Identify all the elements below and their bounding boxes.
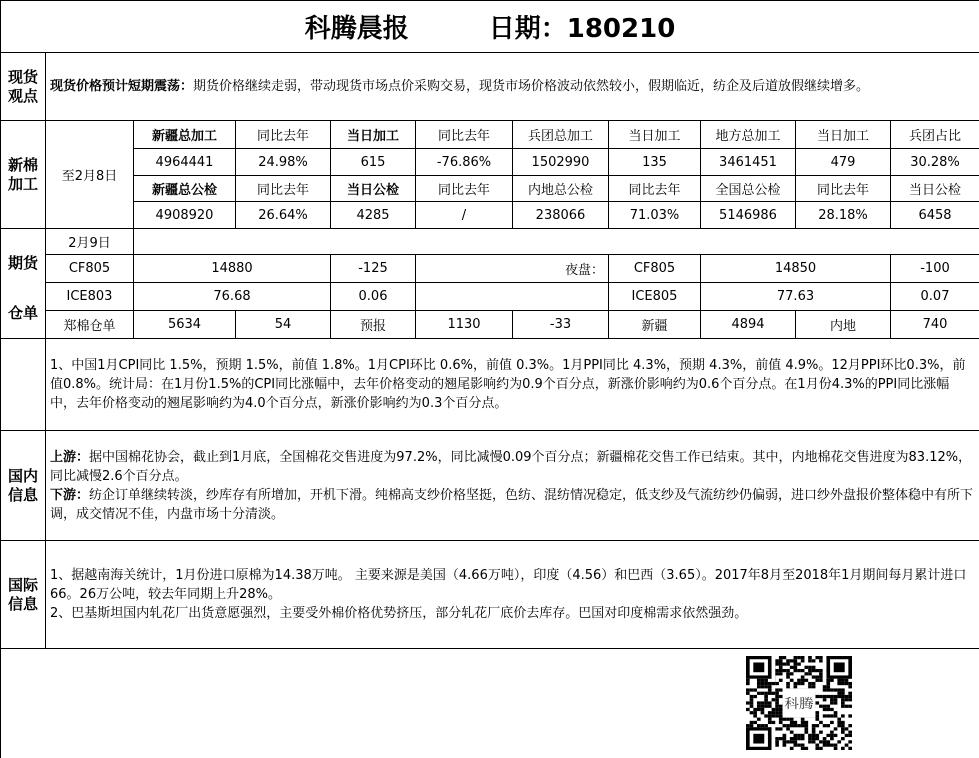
report-date	[489, 8, 676, 45]
processing-value: 479	[796, 149, 891, 176]
processing-header: 同比去年	[796, 176, 891, 202]
processing-header: 兵团占比	[891, 121, 979, 149]
warehouse-cell: 预报	[331, 311, 416, 339]
processing-header: 当日加工	[609, 121, 701, 149]
processing-header: 新疆总加工	[134, 121, 236, 149]
section-label-international: 国际信息	[1, 541, 46, 649]
processing-value: 615	[331, 149, 416, 176]
processing-value: 24.98%	[236, 149, 331, 176]
processing-header: 同比去年	[416, 176, 513, 202]
processing-value: 30.28%	[891, 149, 979, 176]
warehouse-cell: 54	[236, 311, 331, 339]
spot-heading: 现货价格预计短期震荡：	[50, 79, 194, 94]
processing-header: 兵团总加工	[513, 121, 609, 149]
processing-value: 135	[609, 149, 701, 176]
warehouse-cell: 740	[891, 311, 979, 339]
processing-header: 当日加工	[331, 121, 416, 149]
night-session-label: 夜盘：	[416, 255, 609, 283]
futures-blank	[134, 229, 979, 255]
upstream-text: 据中国棉花协会，截止到1月底，全国棉花交售进度为97.2%，同比减慢0.09个百分点；新疆棉花交售工作已结束。其中，内地棉花交售进度为83.12%，同比减慢2.6个百分点。	[50, 449, 972, 484]
processing-header: 新疆总公检	[134, 176, 236, 202]
processing-header: 全国总公检	[701, 176, 796, 202]
processing-value: 3461451	[701, 149, 796, 176]
warehouse-label: 仓单	[7, 303, 38, 322]
processing-value: 238066	[513, 202, 609, 229]
processing-period: 至2月8日	[46, 121, 134, 229]
section-label-spot: 现货观点	[1, 53, 46, 121]
night-price: 77.63	[701, 283, 891, 311]
processing-header: 当日公检	[331, 176, 416, 202]
warehouse-cell: 4894	[701, 311, 796, 339]
processing-header: 地方总加工	[701, 121, 796, 149]
processing-value: /	[416, 202, 513, 229]
warehouse-cell: 5634	[134, 311, 236, 339]
spot-view	[46, 53, 979, 121]
night-price: 14850	[701, 255, 891, 283]
night-contract: ICE805	[609, 283, 701, 311]
processing-value: 71.03%	[609, 202, 701, 229]
processing-value: 6458	[891, 202, 979, 229]
processing-header: 当日公检	[891, 176, 979, 202]
international-news	[46, 541, 979, 649]
processing-header: 内地总公检	[513, 176, 609, 202]
futures-date: 2月9日	[46, 229, 134, 255]
processing-header: 当日加工	[796, 121, 891, 149]
processing-value: -76.86%	[416, 149, 513, 176]
spot-text: 期货价格继续走弱，带动现货市场点价采购交易，现货市场价格波动依然较小，假期临近，纺企及后道放假继续增多。	[193, 79, 870, 94]
processing-value: 28.18%	[796, 202, 891, 229]
night-change: -100	[891, 255, 979, 283]
qr-code-icon	[746, 656, 852, 750]
processing-value: 4285	[331, 202, 416, 229]
international-line: 2、巴基斯坦国内轧花厂出货意愿强烈，主要受外棉价格优势挤压，部分轧花厂底价去库存。巴国对印度棉需求依然强劲。	[50, 606, 748, 621]
macro-line: 1、中国1月CPI同比 1.5%，预期 1.5%，前值 1.8%。1月CPI环比 0.6%，前值 0.3%。1月PPI同比 4.3%，预期 4.3%，前值 4.9%。12月PPI环比0.3%，前值0.8%。统计局：在1月份1.5%的CPI同比涨幅中，去年价格变动的翘尾影响约为0.9个百分点，新涨价影响约为0.6个百分点。在1月份4.3%的PPI同比涨幅中，去年价格变动的翘尾影响约为4.0个百分点，新涨价影响约为0.3个百分点。	[50, 358, 966, 411]
upstream-heading: 上游：	[50, 449, 90, 465]
section-label-domestic: 国内信息	[1, 431, 46, 541]
warehouse-cell: 1130	[416, 311, 513, 339]
section-label-macro	[1, 339, 46, 431]
processing-header: 同比去年	[609, 176, 701, 202]
futures-contract: CF805	[46, 255, 134, 283]
section-label-processing: 新棉加工	[1, 121, 46, 229]
processing-value: 4908920	[134, 202, 236, 229]
processing-header: 同比去年	[236, 176, 331, 202]
processing-header: 同比去年	[416, 121, 513, 149]
futures-contract: ICE803	[46, 283, 134, 311]
macro-news	[46, 339, 979, 431]
processing-header: 同比去年	[236, 121, 331, 149]
futures-label: 期货	[7, 254, 38, 273]
section-label-futures-warehouse	[1, 229, 46, 339]
international-line: 1、据越南海关统计，1月份进口原棉为14.38万吨。 主要来源是美国（4.66万吨），印度（4.56）和巴西（3.65）。2017年8月至2018年1月期间每月累计进口66。26万公吨，较去年同期上升28%。	[50, 568, 967, 602]
futures-price: 14880	[134, 255, 331, 283]
night-contract: CF805	[609, 255, 701, 283]
warehouse-cell: 内地	[796, 311, 891, 339]
processing-value: 26.64%	[236, 202, 331, 229]
futures-change: -125	[331, 255, 416, 283]
warehouse-cell: 新疆	[609, 311, 701, 339]
date-value: 180210	[566, 14, 676, 44]
warehouse-cell: -33	[513, 311, 609, 339]
futures-change: 0.06	[331, 283, 416, 311]
night-session-label	[416, 283, 609, 311]
downstream-text: 纺企订单继续转淡，纱库存有所增加，开机下滑。纯棉高支纱价格坚挺，色纺、混纺情况稳定，低支纱及气流纺纱仍偏弱，进口纱外盘报价整体稳中有所下调，成交情况不佳，内盘市场十分清淡。	[50, 487, 974, 522]
futures-price: 76.68	[134, 283, 331, 311]
domestic-news	[46, 431, 979, 541]
processing-value: 5146986	[701, 202, 796, 229]
night-change: 0.07	[891, 283, 979, 311]
processing-value: 4964441	[134, 149, 236, 176]
warehouse-cell: 郑棉仓单	[46, 311, 134, 339]
report-header	[1, 1, 979, 53]
processing-value: 1502990	[513, 149, 609, 176]
qr-logo: 科腾	[784, 696, 814, 712]
report-title: 科腾晨报	[304, 14, 409, 44]
downstream-heading: 下游：	[50, 487, 90, 503]
date-label: 日期：	[488, 14, 567, 44]
